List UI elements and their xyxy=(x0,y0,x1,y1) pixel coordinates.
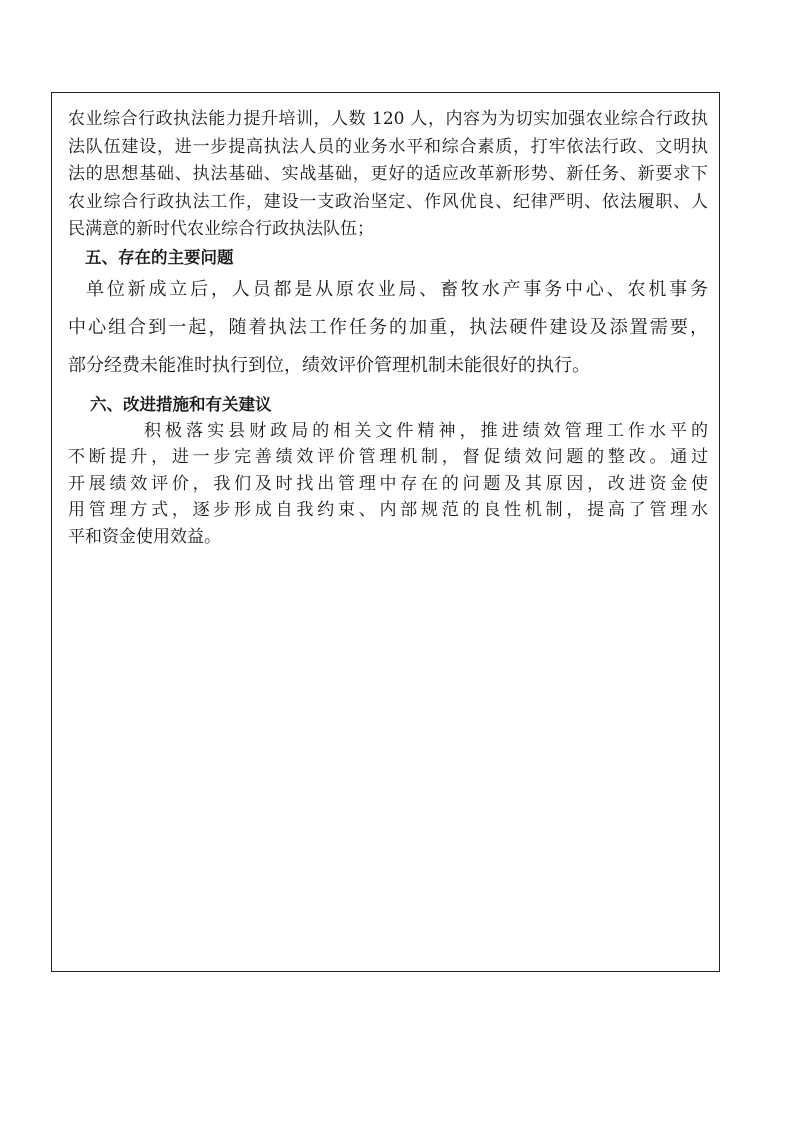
training-paragraph xyxy=(68,106,708,244)
text-line: 农业综合行政执法能力提升培训，人数 120 人，内容为为切实加强农业综合行政执 xyxy=(68,109,708,129)
text-line: 积极落实县财政局的相关文件精神，推进绩效管理工作水平的 xyxy=(144,420,708,441)
text-line: 用管理方式，逐步形成自我约束、内部规范的良性机制，提高了管理水 xyxy=(68,500,708,520)
text-line: 法队伍建设，进一步提高执法人员的业务水平和综合素质，打牢依法行政、文明执 xyxy=(68,136,708,157)
text-line: 中心组合到一起，随着执法工作任务的加重，执法硬件建设及添置需要， xyxy=(68,316,708,338)
section-heading-problems: 五、存在的主要问题 xyxy=(85,247,234,267)
text-line: 不断提升，进一步完善绩效评价管理机制，督促绩效问题的整改。通过 xyxy=(68,447,708,467)
text-line: 开展绩效评价，我们及时找出管理中存在的问题及其原因，改进资金使 xyxy=(68,473,708,494)
text-line: 法的思想基础、执法基础、实战基础，更好的适应改革新形势、新任务、新要求下 xyxy=(68,164,708,184)
section-heading-measures: 六、改进措施和有关建议 xyxy=(90,394,272,414)
text-line: 部分经费未能准时执行到位，绩效评价管理机制未能很好的执行。 xyxy=(68,354,590,376)
text-line: 平和资金使用效益。 xyxy=(68,526,221,547)
text-line: 农业综合行政执法工作，建设一支政治坚定、作风优良、纪律严明、依法履职、人 xyxy=(68,191,708,212)
text-line: 单位新成立后，人员都是从原农业局、畜牧水产事务中心、农机事务 xyxy=(86,278,708,300)
problems-paragraph xyxy=(68,271,708,385)
measures-paragraph xyxy=(68,418,708,551)
document-body xyxy=(68,106,708,550)
text-line: 民满意的新时代农业综合行政执法队伍； xyxy=(68,219,374,239)
